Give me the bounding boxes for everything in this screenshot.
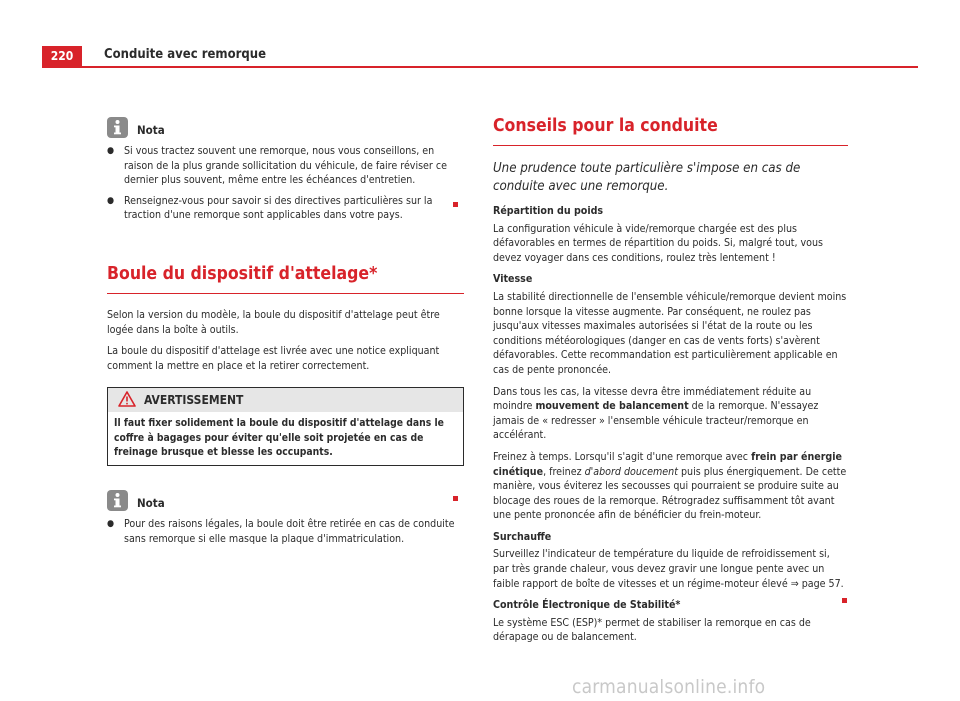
paragraph: La boule du dispositif d'attelage est livrée avec une notice expliquant comment la mettre en place et la retirer correctement. (107, 345, 440, 372)
note-box-1 (107, 115, 464, 223)
paragraph (493, 450, 848, 523)
emphasis: mouvement de balancement (535, 400, 689, 413)
note-header (107, 488, 464, 512)
left-column (107, 115, 464, 552)
watermark: carmanualsonline.info (572, 676, 766, 698)
bullet-icon: ● (107, 195, 115, 206)
bullet-text: Renseignez-vous pour savoir si des directives particulières sur la traction d'une remorque sont applicables dans votre pays. (124, 194, 433, 222)
running-title: Conduite avec remorque (104, 47, 267, 62)
italic-emphasis: d'abord doucement (584, 465, 678, 478)
warning-header (108, 388, 463, 412)
emphasis: frein par énergie cinétique (493, 450, 842, 478)
note-title: Nota (137, 123, 165, 138)
info-icon (107, 117, 128, 138)
warning-text: Il faut fixer solidement la boule du dispositif d'attelage dans le coffre à bagages pour éviter qu'elle soit projetée en cas de freinage brusque et blesse les occupants. (114, 417, 444, 458)
subheading: Répartition du poids (493, 205, 604, 217)
subheading: Contrôle Électronique de Stabilité* (493, 599, 681, 612)
warning-triangle-icon (118, 391, 136, 411)
section-title: Boule du dispositif d'attelage* (107, 263, 464, 294)
text-run: de la remorque. N'essayez jamais de « redresser » l'ensemble véhicule tracteur/remorque en accélérant. (493, 400, 819, 442)
bullet-icon: ● (107, 519, 115, 530)
section-subtitle: Une prudence toute particulière s'impose en cas de conduite avec une remorque. (493, 161, 801, 194)
page-number: 220 (42, 46, 82, 66)
paragraph: La stabilité directionnelle de l'ensemble véhicule/remorque devient moins bonne lorsque la vitesse augmente. Par conséquent, ne roulez pas jusqu'aux vitesses maximales autorisées si l'état de la route ou les conditions météorologiques (danger en cas de vents forts) s'avèrent défavorables. Cette recommandation est particulièrement applicable en cas de pente prononcée. (493, 290, 847, 376)
end-of-section-mark (453, 202, 458, 207)
warning-box (107, 387, 464, 466)
text-run: Dans tous les cas, la vitesse devra être immédiatement réduite au moindre (493, 385, 812, 413)
paragraph: Surveillez l'indicateur de température du liquide de refroidissement si, par très grande chaleur, vous devez gravir une longue pente avec un faible rapport de boîte de vitesses et un régime-moteur élevé ⇒ page 57. (493, 548, 844, 590)
text-run: , freinez (543, 465, 582, 478)
warning-title: AVERTISSEMENT (144, 393, 244, 408)
paragraph: Selon la version du modèle, la boule du dispositif d'attelage peut être logée dans la boîte à outils. (107, 308, 440, 336)
subheading: Vitesse (493, 273, 533, 286)
list-item (107, 144, 464, 188)
note-box-2 (107, 488, 464, 546)
text-run: Freinez à temps. Lorsqu'il s'agit d'une remorque avec (493, 450, 749, 463)
note-title: Nota (137, 496, 165, 511)
bullet-text: Pour des raisons légales, la boule doit être retirée en cas de conduite sans remorque si elle masque la plaque d'immatriculation. (124, 518, 455, 545)
paragraph: Le système ESC (ESP)* permet de stabiliser la remorque en cas de dérapage ou de balancement. (493, 616, 811, 644)
list-item (107, 194, 464, 223)
note-header (107, 115, 464, 139)
list-item (107, 517, 464, 546)
right-column (493, 115, 848, 652)
end-of-section-mark (453, 496, 458, 501)
bullet-icon: ● (107, 146, 115, 156)
text-run: puis plus énergiquement. De cette manière, vous éviterez les secousses qui pourraient se produire suite au blocage des roues de la remorque. Rétrogradez suffisamment tôt avant une pente prononcée afin de bénéficier du frein-moteur. (493, 465, 847, 522)
header-rule (42, 66, 918, 68)
paragraph (493, 385, 848, 443)
bullet-text: Si vous tractez souvent une remorque, nous vous conseillons, en raison de la plus grande sollicitation du véhicule, de faire réviser ce dernier plus souvent, même entre les échéances d'entretien. (124, 145, 447, 187)
subheading: Surchauffe (493, 530, 552, 543)
info-icon (107, 490, 128, 511)
paragraph: La configuration véhicule à vide/remorque chargée est des plus défavorables en termes de répartition du poids. Si, malgré tout, vous devez voyager dans ces conditions, roulez très lentement ! (493, 222, 824, 264)
section-title: Conseils pour la conduite (493, 115, 848, 146)
